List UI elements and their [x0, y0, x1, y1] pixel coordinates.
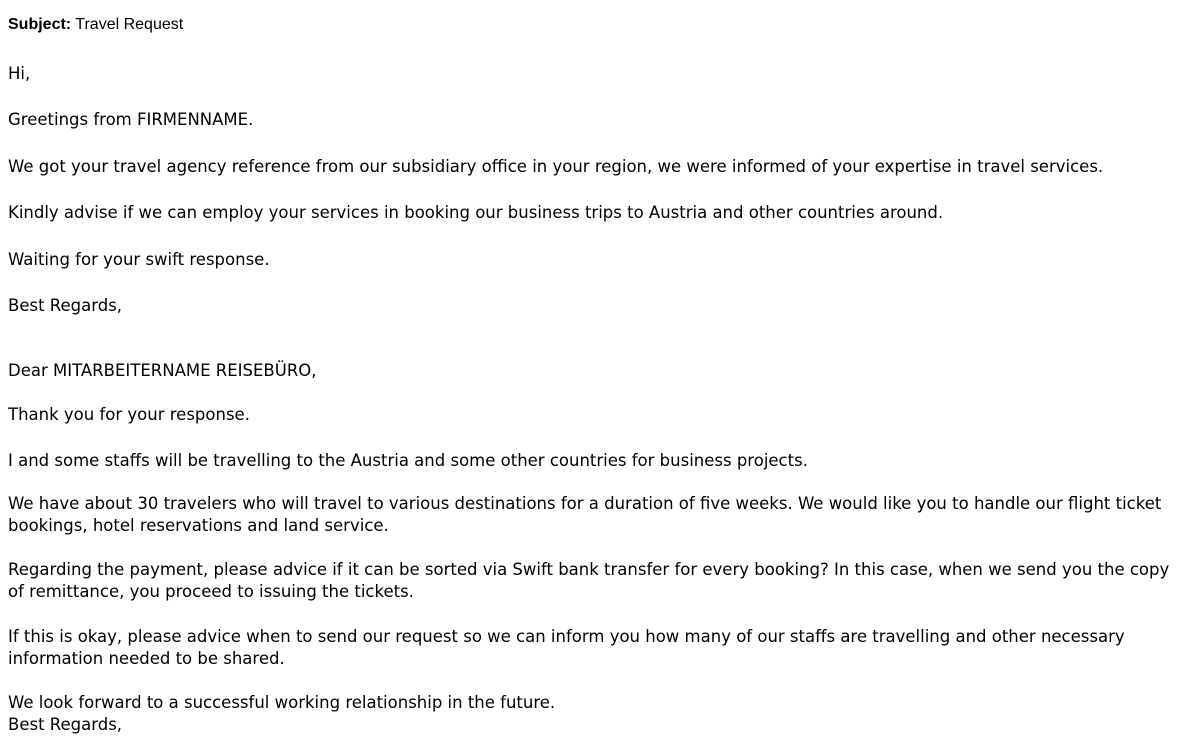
- paragraph-thanks: Thank you for your response.: [8, 405, 250, 424]
- paragraph-travelers: We have about 30 travelers who will travel to various destinations for a duration of five weeks. We would like you to handle our flight ticket bookings, hotel reservations and land service.: [8, 494, 1162, 535]
- closing-first: Best Regards,: [8, 296, 123, 315]
- paragraph-waiting: Waiting for your swift response.: [8, 250, 270, 269]
- paragraph-advise: Kindly advise if we can employ your services in booking our business trips to Austria and other countries around.: [8, 203, 944, 222]
- paragraph-payment: Regarding the payment, please advice if it can be sorted via Swift bank transfer for every booking? In this case, when we send you the copy of remittance, you proceed to issuing the tickets.: [8, 560, 1170, 601]
- paragraph-forward: We look forward to a successful working relationship in the future.: [8, 693, 556, 712]
- subject-value: Travel Request: [75, 16, 184, 33]
- email-subject: [8, 15, 183, 35]
- salutation: Dear MITARBEITERNAME REISEBÜRO,: [8, 361, 317, 380]
- closing-second: Best Regards,: [8, 715, 123, 734]
- paragraph-staffs: I and some staffs will be travelling to the Austria and some other countries for business projects.: [8, 451, 808, 470]
- subject-label: Subject:: [8, 16, 72, 33]
- paragraph-greetings: Greetings from FIRMENNAME.: [8, 110, 254, 129]
- paragraph-reference: We got your travel agency reference from our subsidiary office in your region, we were informed of your expertise in travel services.: [8, 157, 1104, 176]
- paragraph-request: If this is okay, please advice when to send our request so we can inform you how many of our staffs are travelling and other necessary information needed to be shared.: [8, 627, 1125, 668]
- greeting: Hi,: [8, 64, 31, 83]
